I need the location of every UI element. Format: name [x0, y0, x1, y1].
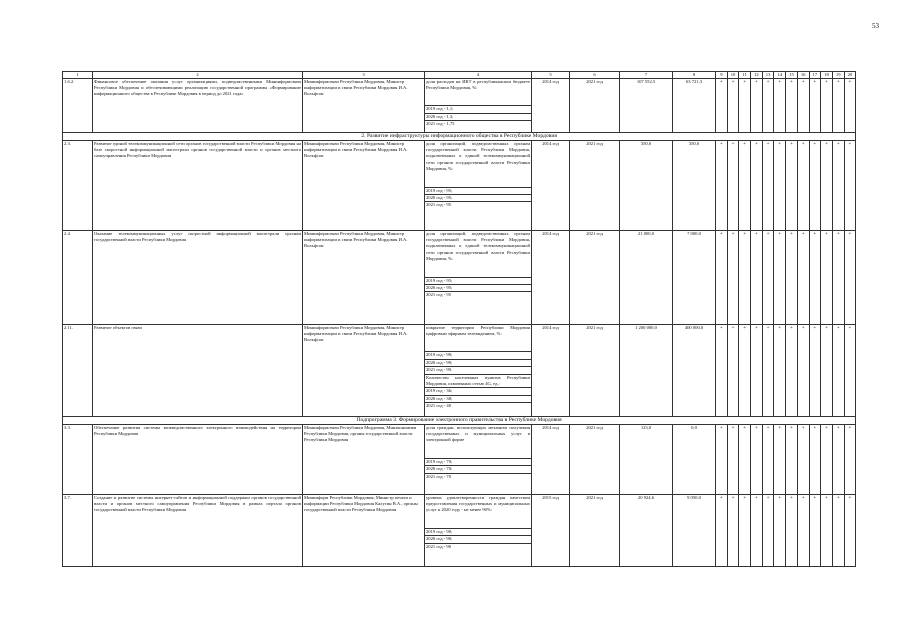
year-mark: +	[797, 230, 809, 324]
indicator-target: 2019 год - 90;	[425, 528, 531, 535]
year-mark: +	[832, 140, 844, 230]
indicator-target: 2020 год - 99;	[425, 359, 531, 366]
year-mark: +	[844, 424, 856, 494]
column-number: 20	[844, 72, 856, 79]
year-mark: +	[844, 140, 856, 230]
column-number: 11	[739, 72, 751, 79]
activity-name: Развитие единой телекоммуникационной сети органов государственной власти Республики Мордовия на базе скоростной информационной магистрали органов государственной власти и органов местного самоуправления Республики Мордовия	[93, 140, 303, 230]
year-mark: +	[786, 78, 798, 132]
table-row	[63, 324, 856, 416]
total-amount: 123,0	[620, 424, 673, 494]
total-amount: 1 200 000,0	[620, 324, 673, 416]
year-mark: +	[832, 230, 844, 324]
indicator-target: 2020 год - 90;	[425, 535, 531, 542]
end-year: 2021 год	[570, 230, 620, 324]
indicator-target: 2019 год - 95;	[425, 277, 531, 284]
year-mark: +	[739, 78, 751, 132]
period-amount: 0,0	[673, 424, 716, 494]
year-mark: +	[786, 140, 798, 230]
column-number: 2	[93, 72, 303, 79]
indicator	[425, 230, 532, 324]
year-mark: +	[797, 78, 809, 132]
column-number: 19	[832, 72, 844, 79]
year-mark: +	[809, 140, 821, 230]
responsible: Мининформсвязи Республики Мордовия, Минэкономики Республики Мордовия, органы государственной власти Республики Мордовия	[303, 424, 425, 494]
year-mark: +	[716, 140, 728, 230]
year-mark: +	[821, 324, 833, 416]
indicator-target: 2020 год - 95;	[425, 194, 531, 201]
table-body	[63, 72, 856, 567]
start-year: 2014 год	[532, 324, 570, 416]
indicator-target: 2019 год - 1,1;	[425, 105, 531, 112]
column-number: 8	[673, 72, 716, 79]
indicator	[425, 78, 532, 132]
year-mark: +	[716, 230, 728, 324]
year-mark: +	[809, 424, 821, 494]
column-number: 4	[425, 72, 532, 79]
year-mark: +	[716, 424, 728, 494]
column-number: 12	[751, 72, 763, 79]
year-mark: +	[786, 494, 798, 566]
section-title: 2. Развитие инфраструктуры информационного общества в Республике Мордовия	[63, 132, 856, 140]
indicator-target: 2019 год - 70;	[425, 458, 531, 465]
row-number: 2.4.	[63, 230, 93, 324]
year-mark: +	[751, 78, 763, 132]
section-header	[63, 416, 856, 424]
year-mark: +	[786, 324, 798, 416]
indicator-target: 2020 год - 70;	[425, 465, 531, 472]
period-amount: 7 000,0	[673, 230, 716, 324]
year-mark: +	[809, 494, 821, 566]
start-year: 2014 год	[532, 78, 570, 132]
end-year: 2021 год	[570, 324, 620, 416]
year-mark: +	[762, 494, 774, 566]
year-mark: +	[751, 424, 763, 494]
page-number: 53	[872, 22, 879, 30]
year-mark: +	[821, 78, 833, 132]
responsible: Мининформсвязи Республики Мордовия, Министр информатизации и связи Республики Мордовия И.А. Вольфсон	[303, 78, 425, 132]
column-number: 16	[797, 72, 809, 79]
year-mark: +	[797, 324, 809, 416]
total-amount: 350,0	[620, 140, 673, 230]
row-number: 2.3.	[63, 140, 93, 230]
indicator-text: Количество населенных пунктов Республики Мордовия, охваченных сетью 4G, ед.:	[426, 374, 530, 386]
indicator	[425, 140, 532, 230]
year-mark: +	[797, 140, 809, 230]
indicator-target: 2019 год - 95;	[425, 187, 531, 194]
end-year: 2021 год	[570, 494, 620, 566]
indicator-target: 2020 год - 1,3;	[425, 113, 531, 120]
year-mark: +	[727, 230, 739, 324]
year-mark: +	[739, 324, 751, 416]
total-amount: 107 552,5	[620, 78, 673, 132]
year-mark: +	[751, 140, 763, 230]
year-mark: +	[809, 78, 821, 132]
section-header	[63, 132, 856, 140]
year-mark: +	[786, 230, 798, 324]
responsible: Мининформсвязи Республики Мордовия, Министр информатизации и связи Республики Мордовия И.А. Вольфсон	[303, 140, 425, 230]
responsible: Мининформ Республики Мордовия, Министр печати и информации Республики Мордовия Калугин В.А., органы государственной власти Республики Мордовия	[303, 494, 425, 566]
period-amount: 9 050,0	[673, 494, 716, 566]
total-amount: 20 924,6	[620, 494, 673, 566]
total-amount: 21 000,0	[620, 230, 673, 324]
year-mark: +	[762, 324, 774, 416]
activity-name: Создание и развитие системы интернет-сайтов и информационной поддержки органов государственной власти и органов местного самоуправления Республики Мордовия в рамках портала органов государственной власти Республики Мордовия	[93, 494, 303, 566]
end-year: 2021 год	[570, 140, 620, 230]
table-row	[63, 78, 856, 132]
year-mark: +	[727, 140, 739, 230]
column-number: 1	[63, 72, 93, 79]
year-mark: +	[821, 494, 833, 566]
year-mark: +	[739, 140, 751, 230]
end-year: 2021 год	[570, 78, 620, 132]
year-mark: +	[727, 78, 739, 132]
year-mark: +	[821, 140, 833, 230]
year-mark: +	[774, 140, 786, 230]
indicator	[425, 324, 532, 416]
year-mark: +	[774, 324, 786, 416]
column-number: 18	[821, 72, 833, 79]
year-mark: +	[821, 230, 833, 324]
table-row	[63, 424, 856, 494]
row-number: 3.7.	[63, 494, 93, 566]
responsible: Мининформсвязи Республики Мордовия, Министр информатизации и связи Республики Мордовия И.А. Вольфсон	[303, 324, 425, 416]
column-number: 9	[716, 72, 728, 79]
indicator-target: 2021 год - 70	[425, 473, 531, 480]
year-mark: +	[832, 424, 844, 494]
year-mark: +	[809, 324, 821, 416]
row-number: 2.11.	[63, 324, 93, 416]
year-mark: +	[762, 140, 774, 230]
year-mark: +	[762, 424, 774, 494]
year-mark: +	[844, 78, 856, 132]
end-year: 2021 год	[570, 424, 620, 494]
year-mark: +	[774, 78, 786, 132]
year-mark: +	[739, 230, 751, 324]
activity-name: Развитие объектов связи	[93, 324, 303, 416]
activity-name: Обеспечение развития системы межведомственного электронного взаимодействия на территории Республики Мордовия	[93, 424, 303, 494]
indicator-target: 2019 год - 99;	[425, 351, 531, 358]
responsible: Мининформсвязи Республики Мордовия, Министр информатизации и связи Республики Мордовия И.А. Вольфсон	[303, 230, 425, 324]
indicator-text: доля граждан, использующих механизм получения государственных и муниципальных услуг в электронной форме	[426, 424, 530, 443]
indicator-text: уровень удовлетворенности граждан качеством предоставления государственных и муниципальных услуг к 2020 году - не менее 90%:	[426, 494, 530, 513]
year-mark: +	[809, 230, 821, 324]
year-mark: +	[832, 324, 844, 416]
indicator	[425, 494, 532, 566]
indicator-target: 2021 год - 40	[425, 402, 531, 409]
indicator-target: 2020 год - 95;	[425, 284, 531, 291]
activity-name: Финансовое обеспечение оказания услуг организациями, подведомственными Мининформсвязи Республики Мордовия и обеспечивающими реализацию государственной программы «Формирование информационного общества в Республике Мордовия в период до 2021 года»	[93, 78, 303, 132]
year-mark: +	[797, 494, 809, 566]
indicator-target: 2021 год - 1,75	[425, 120, 531, 127]
year-mark: +	[762, 78, 774, 132]
year-mark: +	[821, 424, 833, 494]
year-mark: +	[832, 494, 844, 566]
table-row	[63, 140, 856, 230]
year-mark: +	[797, 424, 809, 494]
period-amount: 400 000,0	[673, 324, 716, 416]
year-mark: +	[844, 494, 856, 566]
year-mark: +	[716, 78, 728, 132]
start-year: 2015 год	[532, 494, 570, 566]
column-number: 10	[727, 72, 739, 79]
year-mark: +	[762, 230, 774, 324]
year-mark: +	[774, 494, 786, 566]
year-mark: +	[774, 230, 786, 324]
year-mark: +	[751, 494, 763, 566]
indicator-target: 2021 год - 90	[425, 543, 531, 550]
indicator-text: доля организаций, подведомственных органам государственной власти Республики Мордовия, подключенных к единой телекоммуникационной сети органов государственной власти Республики Мордовия, %:	[426, 230, 530, 262]
start-year: 2014 год	[532, 424, 570, 494]
table-row	[63, 494, 856, 566]
year-mark: +	[751, 230, 763, 324]
indicator-text: доля расходов на ИКТ в республиканском бюджете Республики Мордовия, %:	[426, 78, 530, 90]
indicator-target: 2019 год - 36;	[425, 387, 531, 394]
year-mark: +	[739, 494, 751, 566]
indicator-target: 2021 год - 99.	[425, 366, 531, 373]
activity-name: Оказание телекоммуникационных услуг скоростной информационной магистрали органам государственной власти Республики Мордовия	[93, 230, 303, 324]
column-number: 13	[762, 72, 774, 79]
start-year: 2014 год	[532, 140, 570, 230]
column-number: 14	[774, 72, 786, 79]
year-mark: +	[774, 424, 786, 494]
section-title: Подпрограмма 3. Формирование электронного правительства в Республике Мордовия	[63, 416, 856, 424]
program-table	[62, 71, 856, 567]
indicator-target: 2020 год - 38;	[425, 395, 531, 402]
year-mark: +	[844, 324, 856, 416]
row-number: 1.6.2.	[63, 78, 93, 132]
indicator-target: 2021 год - 95	[425, 291, 531, 298]
year-mark: +	[727, 424, 739, 494]
period-amount: 350,0	[673, 140, 716, 230]
column-number: 6	[570, 72, 620, 79]
indicator-text: покрытие территории Республики Мордовия цифровым эфирным телевидением, %:	[426, 324, 530, 336]
column-number: 7	[620, 72, 673, 79]
table-row	[63, 230, 856, 324]
year-mark: +	[716, 324, 728, 416]
column-number: 3	[303, 72, 425, 79]
indicator-target: 2021 год - 95	[425, 201, 531, 208]
column-number: 17	[809, 72, 821, 79]
indicator-text: доля организаций, подведомственных органам государственной власти Республики Мордовия, подключенных к единой телекоммуникационной сети органов государственной власти Республики Мордовия, %:	[426, 140, 530, 172]
year-mark: +	[716, 494, 728, 566]
year-mark: +	[844, 230, 856, 324]
year-mark: +	[739, 424, 751, 494]
start-year: 2014 год	[532, 230, 570, 324]
column-number: 15	[786, 72, 798, 79]
year-mark: +	[727, 324, 739, 416]
year-mark: +	[727, 494, 739, 566]
year-mark: +	[832, 78, 844, 132]
indicator	[425, 424, 532, 494]
column-number: 5	[532, 72, 570, 79]
period-amount: 63 721,3	[673, 78, 716, 132]
year-mark: +	[786, 424, 798, 494]
year-mark: +	[751, 324, 763, 416]
row-number: 3.3.	[63, 424, 93, 494]
